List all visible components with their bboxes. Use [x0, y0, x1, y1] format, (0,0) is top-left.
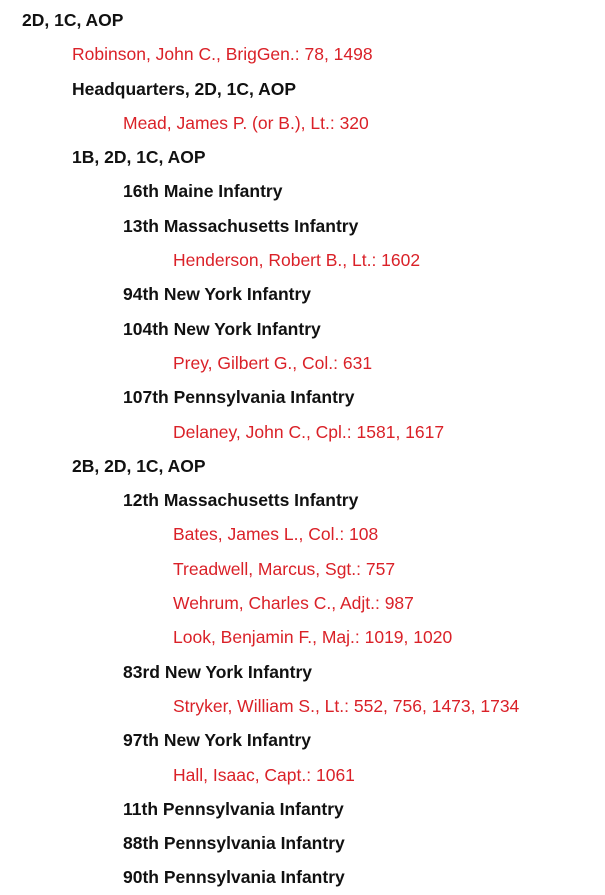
unit-line: 11th Pennsylvania Infantry [123, 798, 344, 819]
unit-line: 97th New York Infantry [123, 730, 312, 751]
unit-line: 88th Pennsylvania Infantry [123, 833, 345, 854]
unit-line: 12th Massachusetts Infantry [123, 490, 359, 511]
roster-list [0, 3, 605, 895]
unit-line: 90th Pennsylvania Infantry [123, 867, 345, 888]
unit-line: Headquarters, 2D, 1C, AOP [72, 78, 297, 99]
person-line: Treadwell, Marcus, Sgt.: 757 [173, 558, 396, 579]
unit-line: 16th Maine Infantry [123, 181, 283, 202]
unit-line: 104th New York Infantry [123, 318, 321, 339]
person-line: Delaney, John C., Cpl.: 1581, 1617 [173, 421, 445, 442]
person-line: Hall, Isaac, Capt.: 1061 [173, 764, 355, 785]
person-line: Henderson, Robert B., Lt.: 1602 [173, 250, 421, 271]
person-line: Robinson, John C., BrigGen.: 78, 1498 [72, 44, 373, 65]
unit-line: 1B, 2D, 1C, AOP [72, 147, 206, 168]
person-line: Bates, James L., Col.: 108 [173, 524, 379, 545]
unit-line: 2D, 1C, AOP [22, 10, 124, 30]
unit-line: 83rd New York Infantry [123, 661, 312, 682]
person-line: Look, Benjamin F., Maj.: 1019, 1020 [173, 627, 453, 648]
person-line: Wehrum, Charles C., Adjt.: 987 [173, 593, 414, 614]
person-line: Prey, Gilbert G., Col.: 631 [173, 352, 373, 373]
unit-line: 2B, 2D, 1C, AOP [72, 455, 206, 476]
unit-line: 107th Pennsylvania Infantry [123, 387, 355, 408]
person-line: Mead, James P. (or B.), Lt.: 320 [123, 112, 369, 133]
unit-line: 94th New York Infantry [123, 284, 312, 305]
unit-line: 13th Massachusetts Infantry [123, 215, 359, 236]
person-line: Stryker, William S., Lt.: 552, 756, 1473, 1734 [173, 695, 520, 716]
